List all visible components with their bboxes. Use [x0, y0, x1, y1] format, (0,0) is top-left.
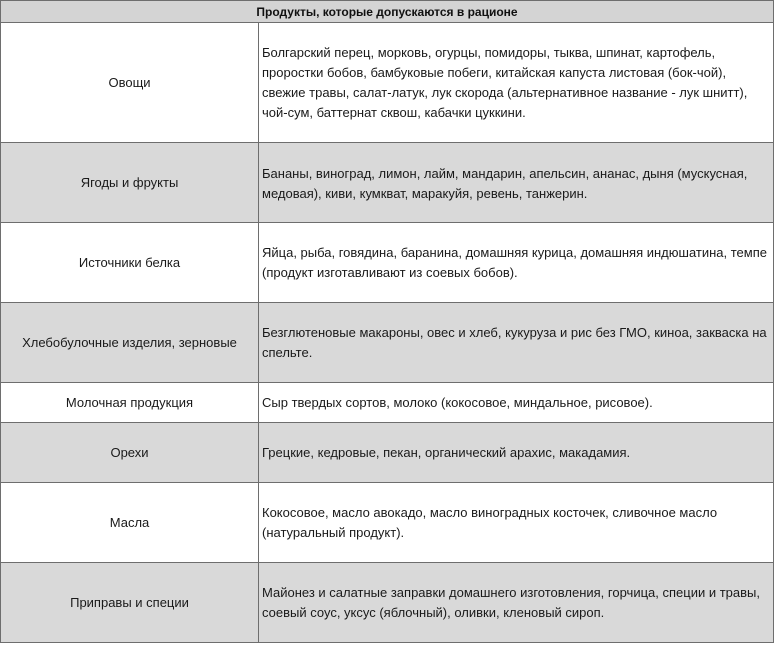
items-cell: Яйца, рыба, говядина, баранина, домашняя курица, домашняя индюшатина, темпе (продукт изготавливают из соевых бобов). [259, 223, 774, 303]
table-header-row [1, 1, 774, 23]
items-cell: Бананы, виноград, лимон, лайм, мандарин, апельсин, ананас, дыня (мускусная, медовая), киви, кумкват, маракуйя, ревень, танжерин. [259, 143, 774, 223]
table-row-condiments-spices [1, 563, 774, 643]
table-row-dairy [1, 383, 774, 423]
items-cell: Сыр твердых сортов, молоко (кокосовое, миндальное, рисовое). [259, 383, 774, 423]
table-row-vegetables [1, 23, 774, 143]
items-cell: Кокосовое, масло авокадо, масло виноградных косточек, сливочное масло (натуральный продукт). [259, 483, 774, 563]
items-cell: Майонез и салатные заправки домашнего изготовления, горчица, специи и травы, соевый соус, уксус (яблочный), оливки, кленовый сироп. [259, 563, 774, 643]
table-row-bakery-grains [1, 303, 774, 383]
category-cell: Овощи [1, 23, 259, 143]
category-cell: Ягоды и фрукты [1, 143, 259, 223]
table-row-nuts [1, 423, 774, 483]
items-cell: Безглютеновые макароны, овес и хлеб, кукуруза и рис без ГМО, киноа, закваска на спельте. [259, 303, 774, 383]
category-cell: Приправы и специи [1, 563, 259, 643]
category-cell: Масла [1, 483, 259, 563]
category-cell: Молочная продукция [1, 383, 259, 423]
table-row-protein-sources [1, 223, 774, 303]
table-row-berries-fruits [1, 143, 774, 223]
category-cell: Источники белка [1, 223, 259, 303]
table-title: Продукты, которые допускаются в рационе [1, 1, 774, 23]
category-cell: Орехи [1, 423, 259, 483]
category-cell: Хлебобулочные изделия, зерновые [1, 303, 259, 383]
items-cell: Грецкие, кедровые, пекан, органический арахис, макадамия. [259, 423, 774, 483]
table-row-oils [1, 483, 774, 563]
items-cell: Болгарский перец, морковь, огурцы, помидоры, тыква, шпинат, картофель, проростки бобов, бамбуковые побеги, китайская капуста листовая (бок-чой), свежие травы, салат-латук, лук скорода (альтернативное название - лук шнитт), чой-сум, баттернат сквош, кабачки цуккини. [259, 23, 774, 143]
